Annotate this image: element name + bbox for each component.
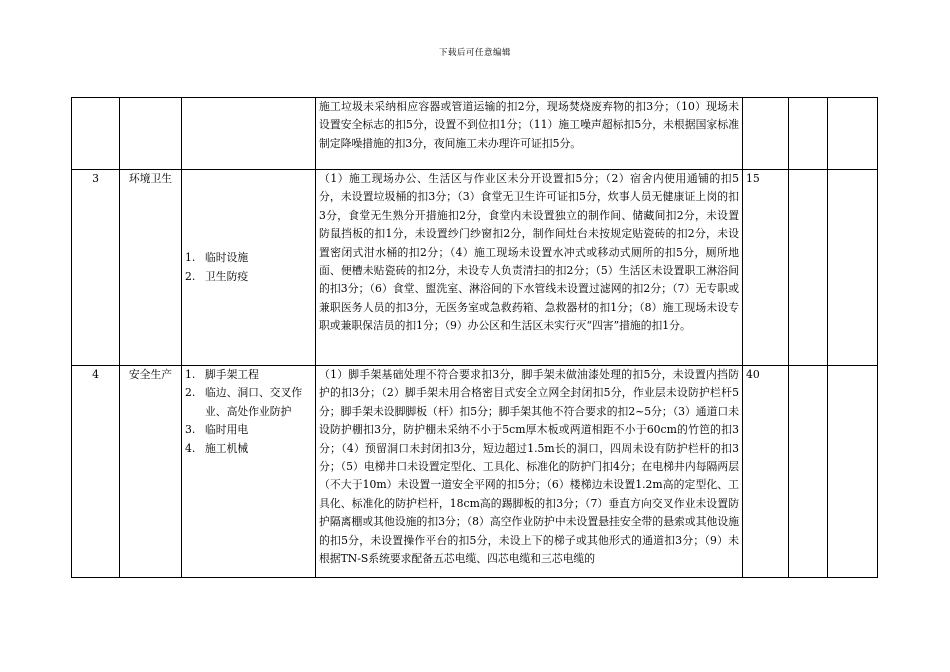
list-item-text: 卫生防疫 [205,269,249,283]
list-item-number: 2. [185,269,196,283]
row-score-cell: 15 [743,170,789,366]
row-category-cell: 环境卫生 [120,170,182,366]
list-item [185,440,312,458]
row-category-cell [120,98,182,170]
table-row [72,98,878,170]
scoring-table [71,97,878,578]
row-empty-cell [828,98,878,170]
table-row [72,366,878,578]
row-score-cell: 40 [743,366,789,578]
row-items-cell [182,170,316,366]
list-item-number: 3. [185,423,196,437]
list-item [185,384,312,421]
row-category-cell: 安全生产 [120,366,182,578]
list-item-text: 临时用电 [205,423,249,437]
table-row [72,170,878,366]
items-list [185,249,312,286]
row-criteria-cell: （1）脚手架基础处理不符合要求扣3分，脚手架未做油漆处理的扣5分，未设置内挡防护的扣3分；（2）脚手架未用合格密目式安全立网全封闭扣5分，作业层未设防护栏杆5分；脚手架未设脚脚板（杆）扣5分；脚手架其他不符合要求的扣2~5分；（3）通道口未设防护棚扣3分，防护棚未采纳不小于5cm厚木板或两道相距不小于60cm的竹笆的扣3分；（4）预留洞口未封闭扣3分，短边超过1.5m长的洞口，四周未设有防护栏杆的扣3分；（5）电梯井口未设置定型化、工具化、标准化的防护门扣4分；在电梯井内每隔两层（不大于10m）未设置一道安全平网的扣5分；（6）楼梯边未设置1.2m高的定型化、工具化、标准化的防护栏杆，18cm高的踢脚板的扣3分；（7）垂直方向交叉作业未设置防护隔离棚或其他设施的扣3分；（8）高空作业防护中未设置悬挂安全带的悬索或其他设施的扣5分，未设置操作平台的扣5分，未设上下的梯子或其他形式的通道扣3分；（9）未根据TN-S系统要求配备五芯电缆、四芯电缆和三芯电缆的 [316,366,743,578]
list-item-number: 1. [185,251,196,265]
row-empty-cell [789,170,828,366]
row-empty-cell [828,366,878,578]
list-item-text: 临时设施 [205,251,249,265]
row-empty-cell [789,98,828,170]
list-item [185,366,312,384]
list-item-number: 4. [185,441,196,455]
row-criteria-cell: 施工垃圾未采纳相应容器或管道运输的扣2分，现场焚烧废弃物的扣3分；（10）现场未设置安全标志的扣5分，设置不到位扣1分；（11）施工噪声超标扣5分，未根据国家标准制定降噪措施的扣3分，夜间施工未办理许可证扣5分。 [316,98,743,170]
list-item-text: 施工机械 [205,441,249,455]
row-criteria-cell: （1）施工现场办公、生活区与作业区未分开设置扣5分；（2）宿舍内使用通铺的扣5分，未设置垃圾桶的扣3分；（3）食堂无卫生许可证扣5分，炊事人员无健康证上岗的扣3分，食堂无生熟分开措施扣2分，食堂内未设置独立的制作间、储藏间扣2分，未设置防鼠挡板的扣1分，未设置纱门纱窗扣2分，制作间灶台未按规定贴瓷砖的扣2分，未设置密闭式泔水桶的扣2分；（4）施工现场未设置水冲式或移动式厕所的扣5分，厕所地面、便槽未贴瓷砖的扣2分，未设专人负责清扫的扣2分；（5）生活区未设置职工淋浴间的扣3分；（6）食堂、盥洗室、淋浴间的下水管线未设置过滤网的扣2分；（7）无专职或兼职医务人员的扣3分，无医务室或急救药箱、急救器材的扣1分；（8）施工现场未设专职或兼职保洁员的扣1分；（9）办公区和生活区未实行灭“四害”措施的扣1分。 [316,170,743,366]
list-item [185,268,312,286]
list-item [185,421,312,439]
list-item-number: 2. [185,386,196,400]
row-score-cell [743,98,789,170]
row-number-cell: 4 [72,366,120,578]
items-list [185,366,312,458]
row-items-cell [182,366,316,578]
list-item [185,249,312,267]
list-item-text: 脚手架工程 [205,368,259,381]
row-items-cell [182,98,316,170]
list-item-number: 1. [185,368,196,381]
page-header-note: 下载后可任意编辑 [438,48,511,58]
row-empty-cell [828,170,878,366]
row-empty-cell [789,366,828,578]
list-item-text: 临边、洞口、交叉作业、高处作业防护 [205,386,303,418]
row-number-cell [72,98,120,170]
row-number-cell: 3 [72,170,120,366]
